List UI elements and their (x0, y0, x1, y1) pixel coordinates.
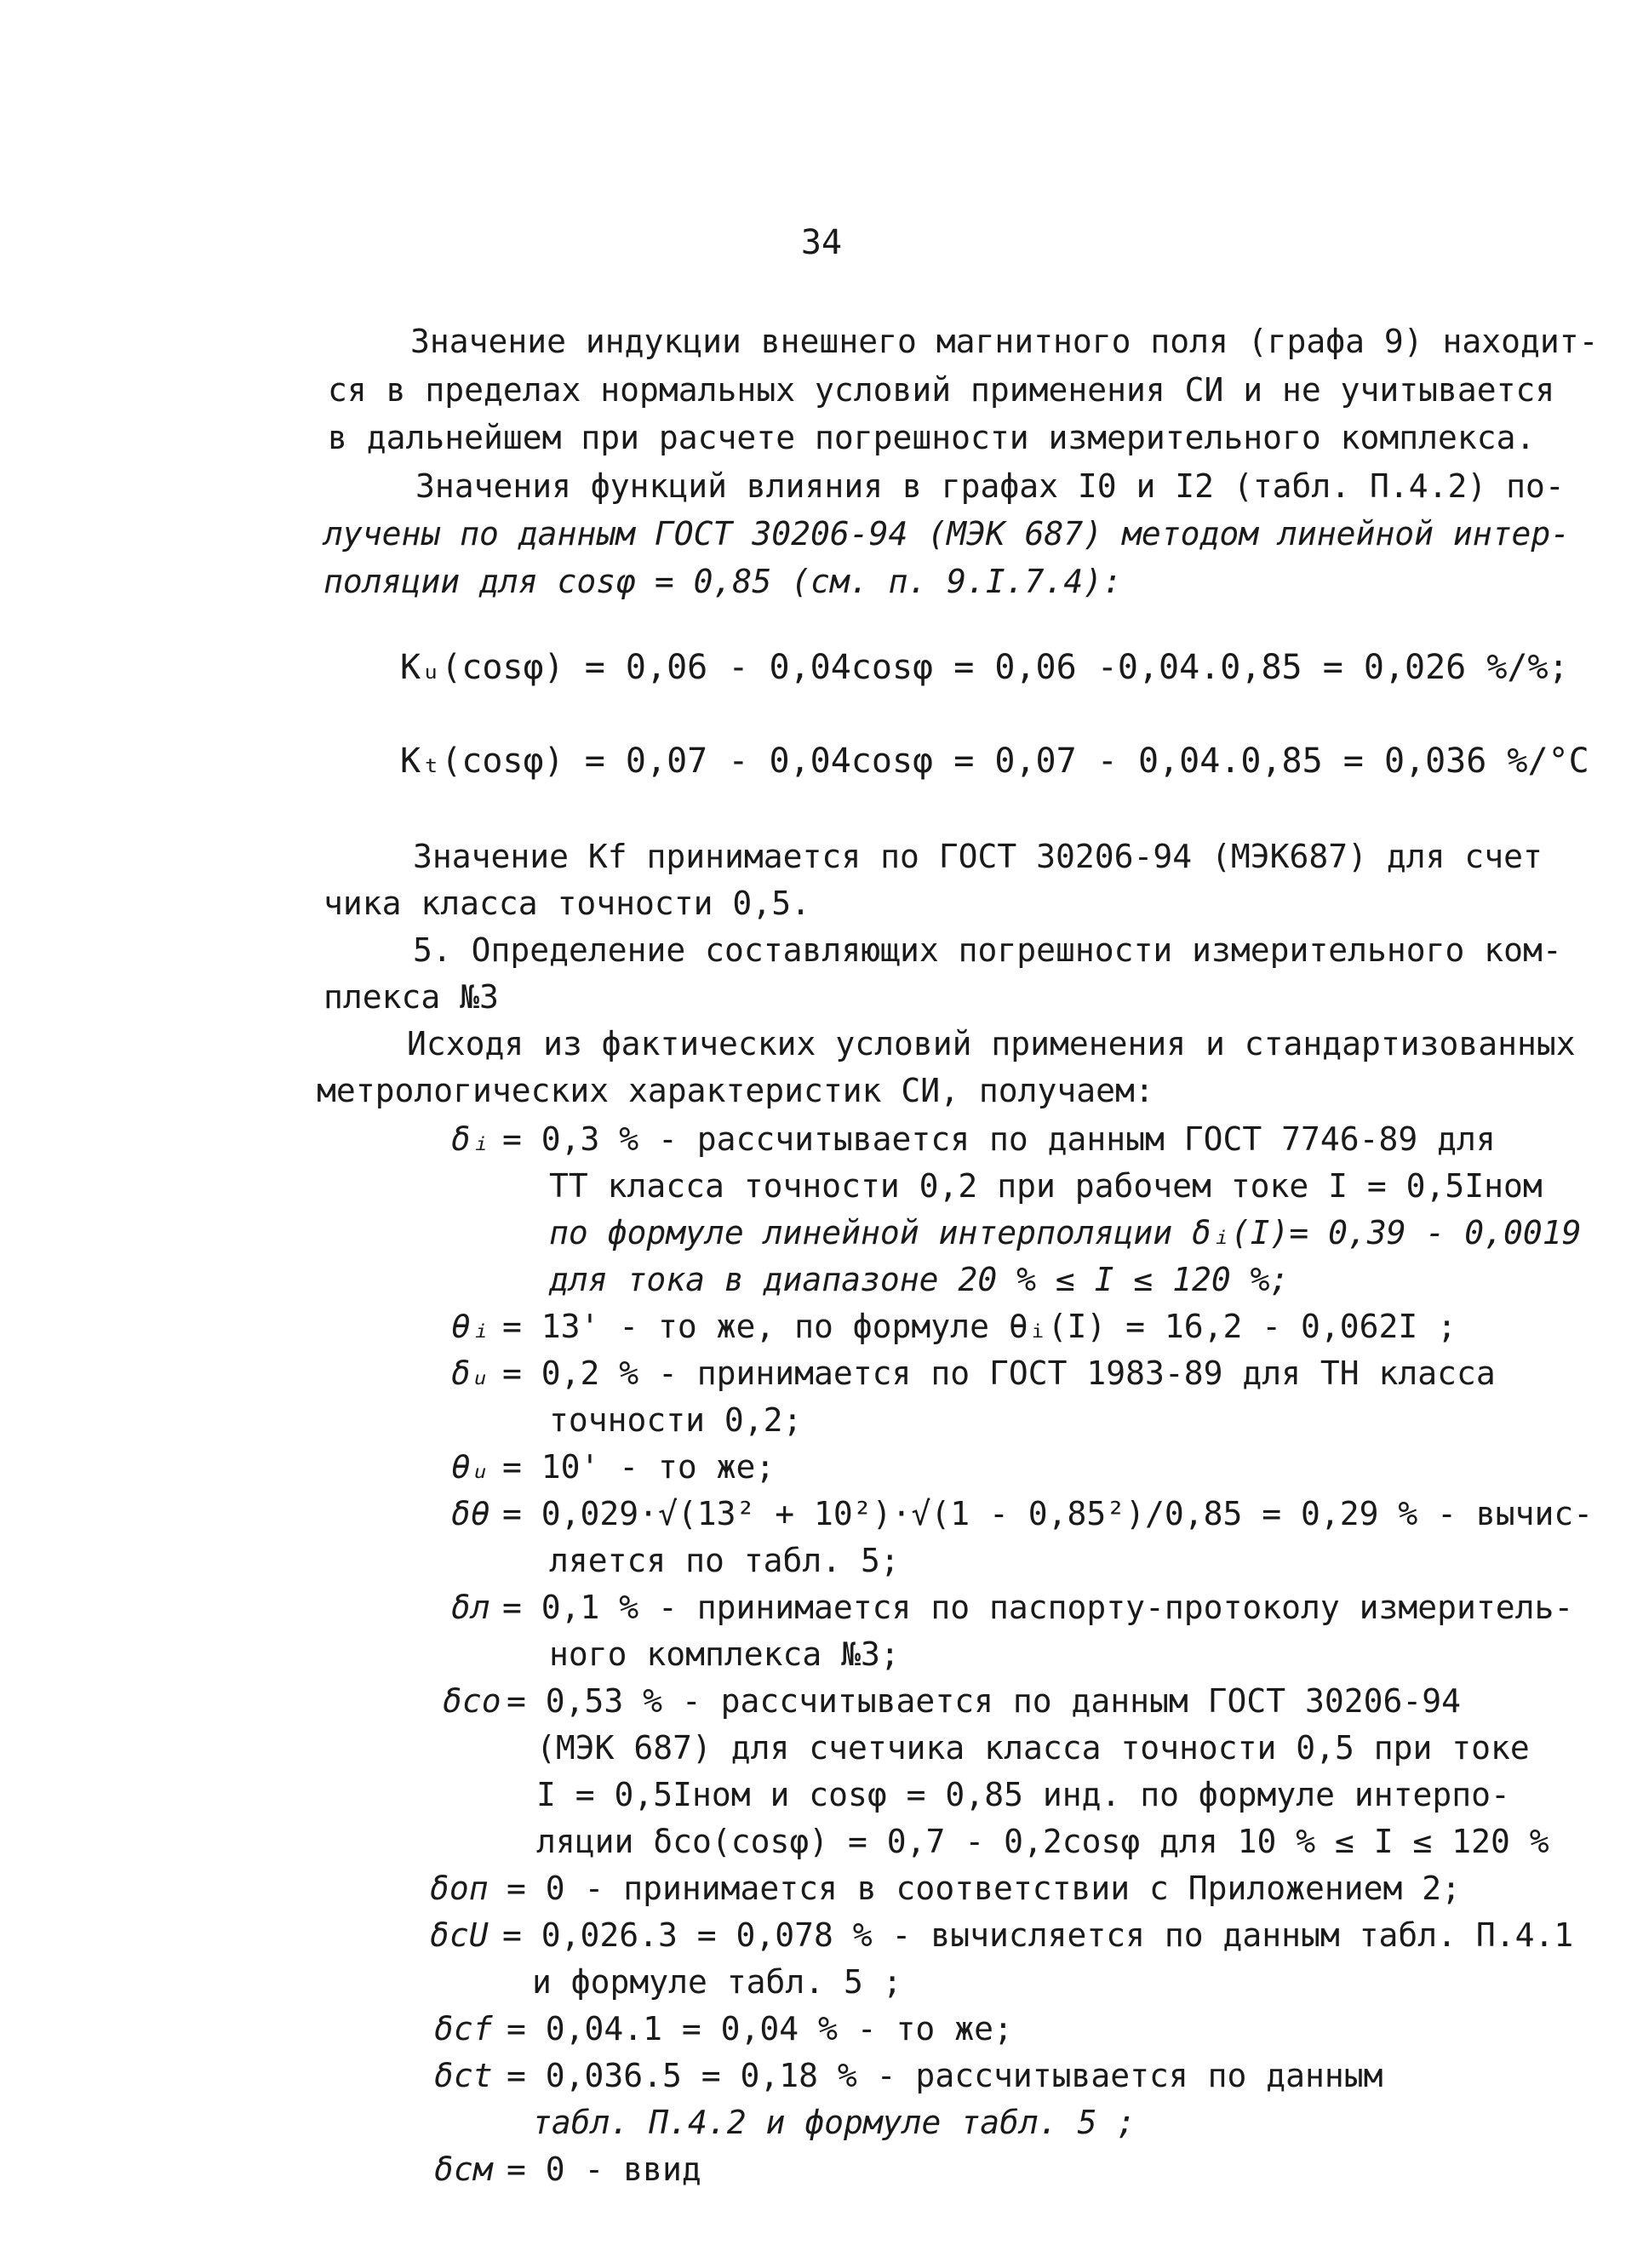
item-line: = 0,036.5 = 0,18 % - рассчитывается по данным (507, 2057, 1383, 2094)
item-line: ляции δсо(cosφ) = 0,7 - 0,2cosφ для 10 % ≤ I ≤ 120 % (536, 1823, 1549, 1860)
paragraph-line: поляции для cosφ = 0,85 (см. п. 9.I.7.4): (323, 563, 1122, 600)
paragraph-line: Значения функций влияния в графах I0 и I2 (табл. П.4.2) по- (415, 467, 1565, 505)
formula-ku: Kᵤ(cosφ) = 0,06 - 0,04cosφ = 0,06 -0,04.0,85 = 0,026 %/%; (400, 648, 1569, 687)
section-heading: плекса №3 (323, 978, 499, 1016)
item-line: ТТ класса точности 0,2 при рабочем токе I = 0,5Iном (549, 1167, 1543, 1205)
item-line: = 0,53 % - рассчитывается по данным ГОСТ 30206-94 (507, 1682, 1462, 1720)
item-line: для тока в диапазоне 20 % ≤ I ≤ 120 %; (549, 1261, 1290, 1298)
intro-line: метрологических характеристик СИ, получаем: (317, 1072, 1154, 1109)
item-symbol: δᵢ (451, 1120, 490, 1158)
item-line: = 0,04.1 = 0,04 % - то же; (507, 2010, 1013, 2048)
kf-line: Значение Kf принимается по ГОСТ 30206-94 (МЭК687) для счет (413, 838, 1543, 875)
item-line: = 0,1 % - принимается по паспорту-протоколу измеритель- (502, 1589, 1574, 1626)
item-line: = 0 - ввид (507, 2151, 701, 2188)
item-line: = 0,2 % - принимается по ГОСТ 1983-89 для ТН класса (502, 1354, 1496, 1392)
item-line: (МЭК 687) для счетчика класса точности 0,5 при токе (536, 1729, 1530, 1767)
item-symbol: δθ (451, 1495, 490, 1532)
item-line: и формуле табл. 5 ; (532, 1963, 902, 2001)
item-symbol: δсо (443, 1682, 501, 1720)
page-number: 34 (800, 223, 843, 262)
item-symbol: δсм (434, 2151, 493, 2188)
item-line: точности 0,2; (549, 1401, 803, 1439)
item-line: по формуле линейной интерполяции δᵢ(I)= 0,39 - 0,0019 (549, 1214, 1582, 1251)
paragraph-line: ся в пределах нормальных условий применения СИ и не учитывается (328, 371, 1555, 409)
item-line: ного комплекса №3; (549, 1635, 900, 1673)
item-line: табл. П.4.2 и формуле табл. 5 ; (532, 2104, 1136, 2141)
item-symbol: θᵢ (451, 1308, 490, 1345)
paragraph-line: лучены по данным ГОСТ 30206-94 (МЭК 687) методом линейной интер- (323, 515, 1571, 553)
item-line: = 0 - принимается в соответствии с Приложением 2; (507, 1870, 1462, 1907)
intro-line: Исходя из фактических условий применения и стандартизованных (407, 1025, 1576, 1062)
item-symbol: δсf (434, 2010, 493, 2048)
item-symbol: δоп (430, 1870, 489, 1907)
section-heading: 5. Определение составляющих погрешности измерительного ком- (413, 931, 1562, 969)
item-symbol: δл (451, 1589, 490, 1626)
item-symbol: δᵤ (451, 1354, 490, 1392)
formula-kt: Kₜ(cosφ) = 0,07 - 0,04cosφ = 0,07 - 0,04.0,85 = 0,036 %/°C (400, 742, 1589, 781)
item-line: ляется по табл. 5; (549, 1542, 900, 1579)
kf-line: чика класса точности 0,5. (323, 885, 810, 922)
item-line: I = 0,5Iном и cosφ = 0,85 инд. по формуле интерпо- (536, 1776, 1510, 1813)
paragraph-line: в дальнейшем при расчете погрешности измерительного комплекса. (328, 419, 1536, 456)
item-line: = 10' - то же; (502, 1448, 776, 1486)
item-line: = 0,026.3 = 0,078 % - вычисляется по данным табл. П.4.1 (502, 1916, 1574, 1954)
paragraph-line: Значение индукции внешнего магнитного поля (графа 9) находит- (410, 323, 1599, 360)
item-symbol: δсt (434, 2057, 493, 2094)
item-line: = 0,3 % - рассчитывается по данным ГОСТ 7746-89 для (502, 1120, 1496, 1158)
item-line: = 0,029·√(13² + 10²)·√(1 - 0,85²)/0,85 = 0,29 % - вычис- (502, 1495, 1594, 1532)
item-symbol: θᵤ (451, 1448, 490, 1486)
item-line: = 13' - то же, по формуле θᵢ(I) = 16,2 - 0,062I ; (502, 1308, 1457, 1345)
item-symbol: δсU (430, 1916, 489, 1954)
